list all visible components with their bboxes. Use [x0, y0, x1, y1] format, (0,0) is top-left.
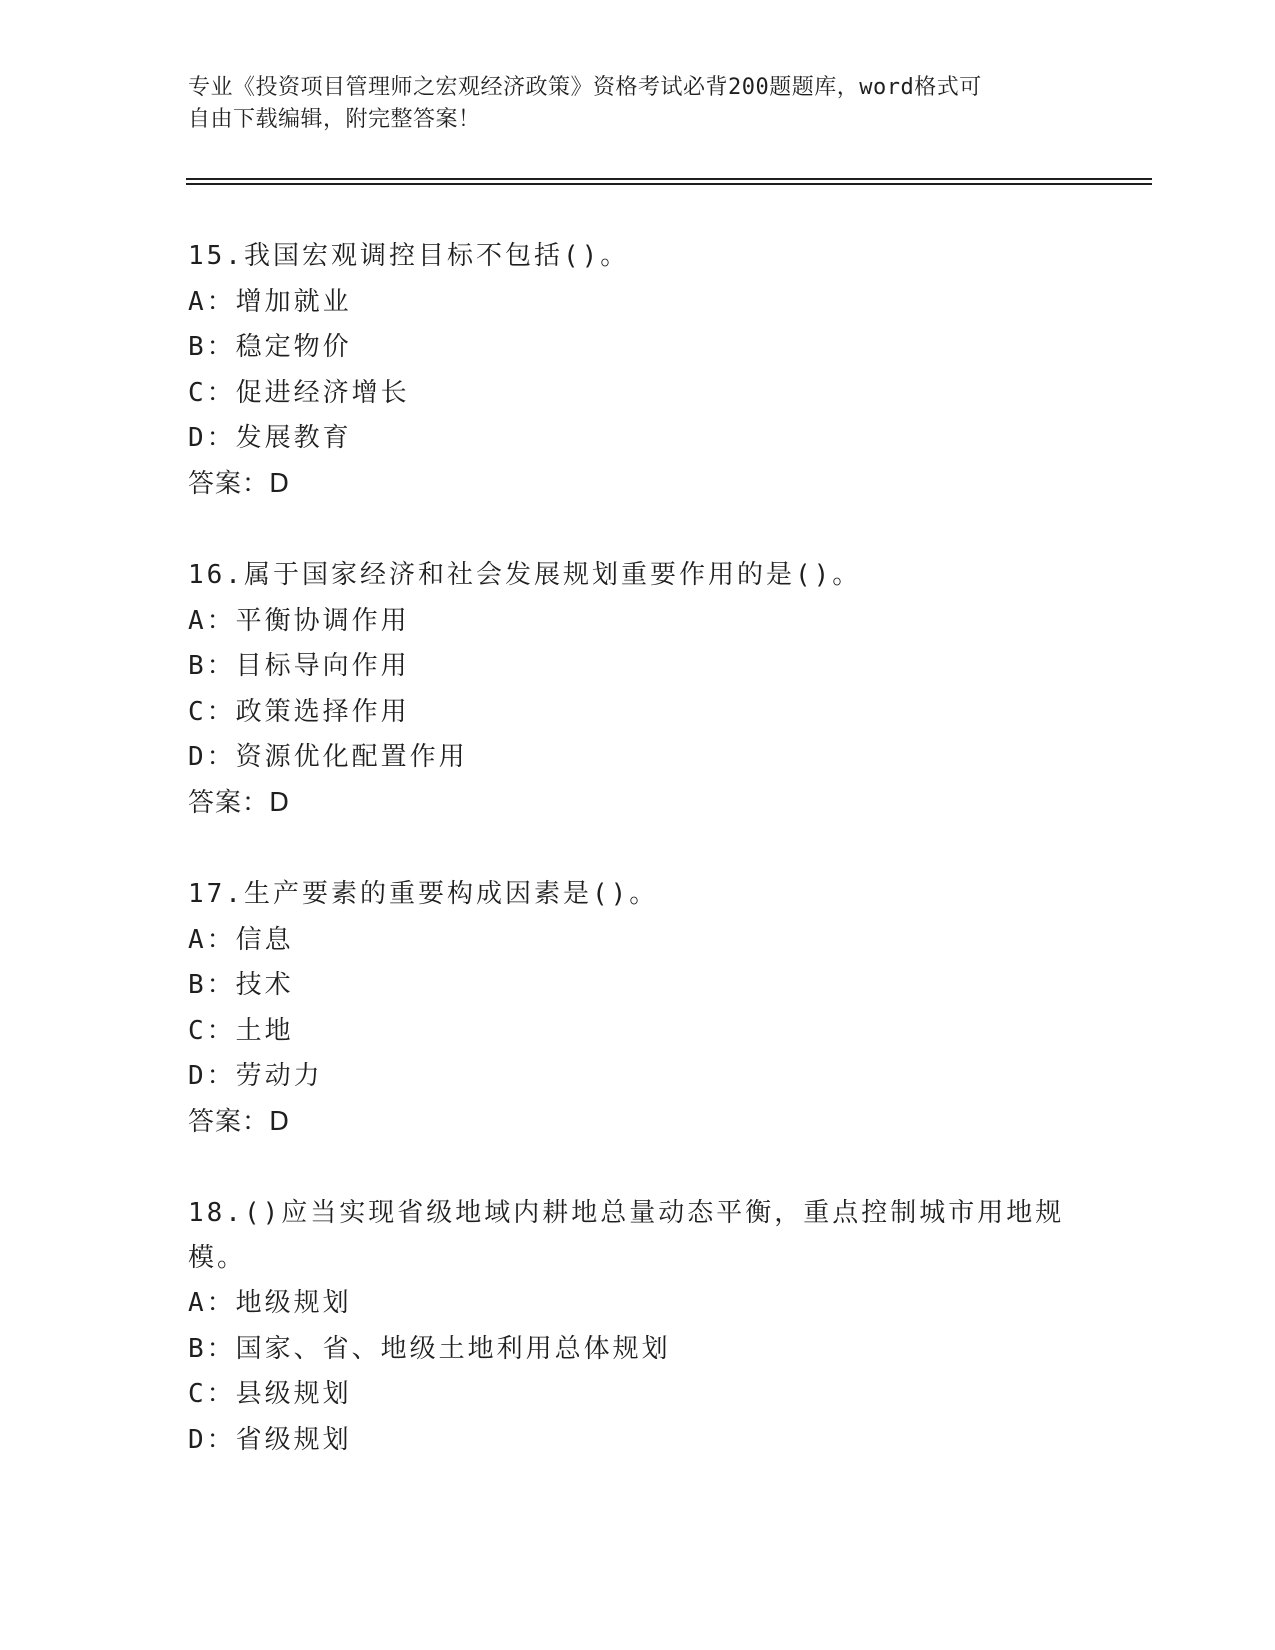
option-a: A：平衡协调作用	[188, 605, 410, 636]
header-title-line-2: 自由下载编辑，附完整答案！	[188, 107, 481, 132]
header-title-line-1: 专业《投资项目管理师之宏观经济政策》资格考试必背200题题库，word格式可	[188, 75, 982, 100]
option-d: D：劳动力	[188, 1061, 323, 1091]
answer: 答案：D	[188, 468, 291, 499]
answer: 答案：D	[188, 1106, 291, 1137]
option-d: D：省级规划	[188, 1424, 352, 1455]
option-c: C：土地	[188, 1015, 294, 1046]
question-stem: 18.()应当实现省级地域内耕地总量动态平衡，重点控制城市用地规模。	[188, 1198, 1065, 1273]
option-a: A：信息	[188, 924, 294, 955]
question-stem: 15.我国宏观调控目标不包括()。	[188, 241, 630, 271]
question-stem: 17.生产要素的重要构成因素是()。	[188, 879, 659, 909]
question-16	[188, 553, 1108, 826]
option-d: D：资源优化配置作用	[188, 742, 468, 772]
answer: 答案：D	[188, 787, 291, 818]
option-a: A：地级规划	[188, 1288, 352, 1318]
option-c: C：促进经济增长	[188, 377, 410, 408]
question-17	[188, 872, 1108, 1145]
question-15	[188, 234, 1108, 507]
option-b: B：稳定物价	[188, 332, 352, 362]
option-d: D：发展教育	[188, 423, 352, 453]
option-c: C：政策选择作用	[188, 696, 410, 727]
option-b: B：目标导向作用	[188, 651, 410, 681]
option-b: B：国家、省、地级土地利用总体规划	[188, 1333, 671, 1364]
option-c: C：县级规划	[188, 1379, 352, 1409]
question-stem: 16.属于国家经济和社会发展规划重要作用的是()。	[188, 560, 862, 590]
header-divider-top	[186, 178, 1152, 180]
option-a: A：增加就业	[188, 286, 352, 317]
document-header	[188, 72, 1068, 136]
question-18	[188, 1191, 1108, 1463]
header-divider-bottom	[186, 183, 1152, 185]
option-b: B：技术	[188, 970, 294, 1000]
